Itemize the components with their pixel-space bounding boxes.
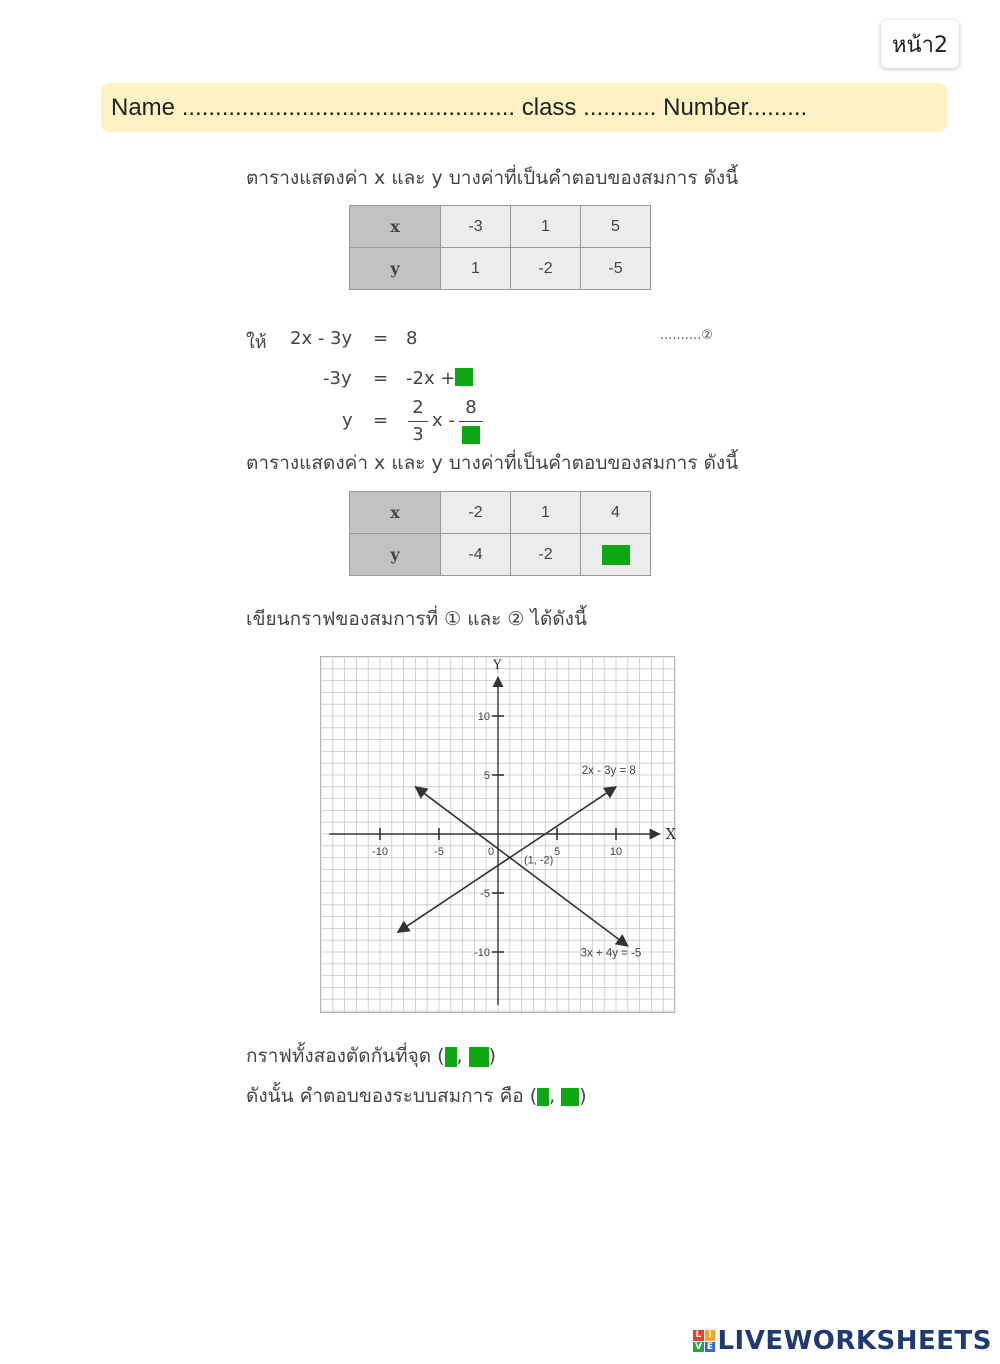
comma: ,: [456, 1045, 463, 1067]
table1-y-cell: -5: [581, 248, 651, 290]
brand-name: LIVEWORKSHEETS: [717, 1326, 992, 1356]
eq3-mid: x -: [432, 410, 455, 431]
eq1-lhs: 2x - 3y: [290, 328, 353, 349]
table1-x-cell: 5: [581, 206, 651, 248]
table1-y-header: y: [350, 248, 441, 290]
answer-input-solution-y[interactable]: [561, 1088, 579, 1106]
intersection-line: [246, 1041, 496, 1071]
table1-x-cell: 1: [511, 206, 581, 248]
table1-y-cell: 1: [441, 248, 511, 290]
table1-y-cell: -2: [511, 248, 581, 290]
intersection-annotation: (1, -2): [523, 854, 554, 867]
answer-input-solution-x[interactable]: [537, 1088, 549, 1106]
eq1-equals: =: [373, 328, 389, 349]
x-axis-label: X: [665, 825, 676, 843]
eq2-rhs: -2x +: [406, 368, 456, 389]
table1-caption: ตารางแสดงค่า x และ y บางค่าที่เป็นคำตอบของสมการ ดังนี้: [246, 167, 739, 189]
close-paren: ): [488, 1045, 497, 1067]
eq2-lhs: -3y: [323, 368, 352, 389]
liveworksheets-icon: L I V E: [694, 1330, 714, 1352]
eq2-equals: =: [373, 368, 389, 389]
equation-2-tag: ..........②: [660, 328, 713, 343]
table2-x-header: x: [350, 492, 441, 534]
series-label: 2x - 3y = 8: [581, 764, 636, 777]
answer-input-constant[interactable]: [455, 368, 473, 386]
equations-graph: [320, 656, 676, 1014]
table2-y-cell: -2: [511, 534, 581, 576]
intersection-prefix: กราฟทั้งสองตัดกันที่จุด (: [246, 1045, 445, 1067]
fraction-numerator: 2: [412, 397, 424, 418]
comma: ,: [549, 1085, 556, 1107]
eq3-lhs: y: [342, 410, 353, 431]
table2-y-header: y: [350, 534, 441, 576]
table2-x-cell: 4: [581, 492, 651, 534]
fraction-two-thirds: [408, 397, 428, 446]
answer-input-intersect-y[interactable]: [469, 1047, 489, 1067]
x-tick-label: -10: [372, 846, 388, 858]
fraction-numerator: 8: [465, 397, 477, 418]
y-tick-label: -10: [474, 947, 490, 959]
answer-input-denominator[interactable]: [462, 426, 480, 444]
y-tick-label: 10: [477, 711, 490, 723]
x-tick-label: 5: [553, 846, 561, 858]
fraction-bar: [408, 421, 428, 422]
y-tick-label: -5: [480, 888, 490, 900]
table2-x-cell: -2: [441, 492, 511, 534]
derivation-prefix: ให้: [246, 332, 267, 353]
x-tick-label: 0: [487, 846, 495, 858]
answer-input-intersect-x[interactable]: [445, 1047, 457, 1067]
x-tick-label: -5: [434, 846, 444, 858]
liveworksheets-logo: [693, 1326, 992, 1356]
y-tick-label: 5: [483, 770, 490, 782]
table2-caption: ตารางแสดงค่า x และ y บางค่าที่เป็นคำตอบของสมการ ดังนี้: [246, 452, 739, 474]
table2-x-cell: 1: [511, 492, 581, 534]
table1-x-cell: -3: [441, 206, 511, 248]
fraction-denominator: 3: [412, 424, 424, 445]
solution-line: [246, 1081, 587, 1111]
answer-input-y[interactable]: [602, 545, 630, 565]
graph-caption: เขียนกราฟของสมการที่ ① และ ② ได้ดังนี้: [246, 608, 587, 630]
table2-y-answer-cell: [581, 534, 651, 576]
close-paren: ): [579, 1085, 587, 1107]
name-class-number-bar: Name .................................................. class ........... Number.........: [101, 83, 947, 132]
y-axis-label: Y: [493, 657, 502, 673]
eq1-rhs: 8: [406, 328, 418, 349]
fraction-bar: [459, 421, 483, 422]
table2-y-cell: -4: [441, 534, 511, 576]
table1-x-header: x: [350, 206, 441, 248]
fraction-eight-over-blank: [459, 397, 483, 446]
values-table-1: [349, 205, 651, 290]
page-badge: หน้า2: [881, 20, 959, 68]
x-tick-label: 10: [609, 846, 623, 858]
solution-prefix: ดังนั้น คำตอบของระบบสมการ คือ (: [246, 1085, 538, 1107]
values-table-2: [349, 491, 651, 576]
eq3-equals: =: [373, 410, 389, 431]
series-label: 3x + 4y = -5: [580, 947, 642, 960]
